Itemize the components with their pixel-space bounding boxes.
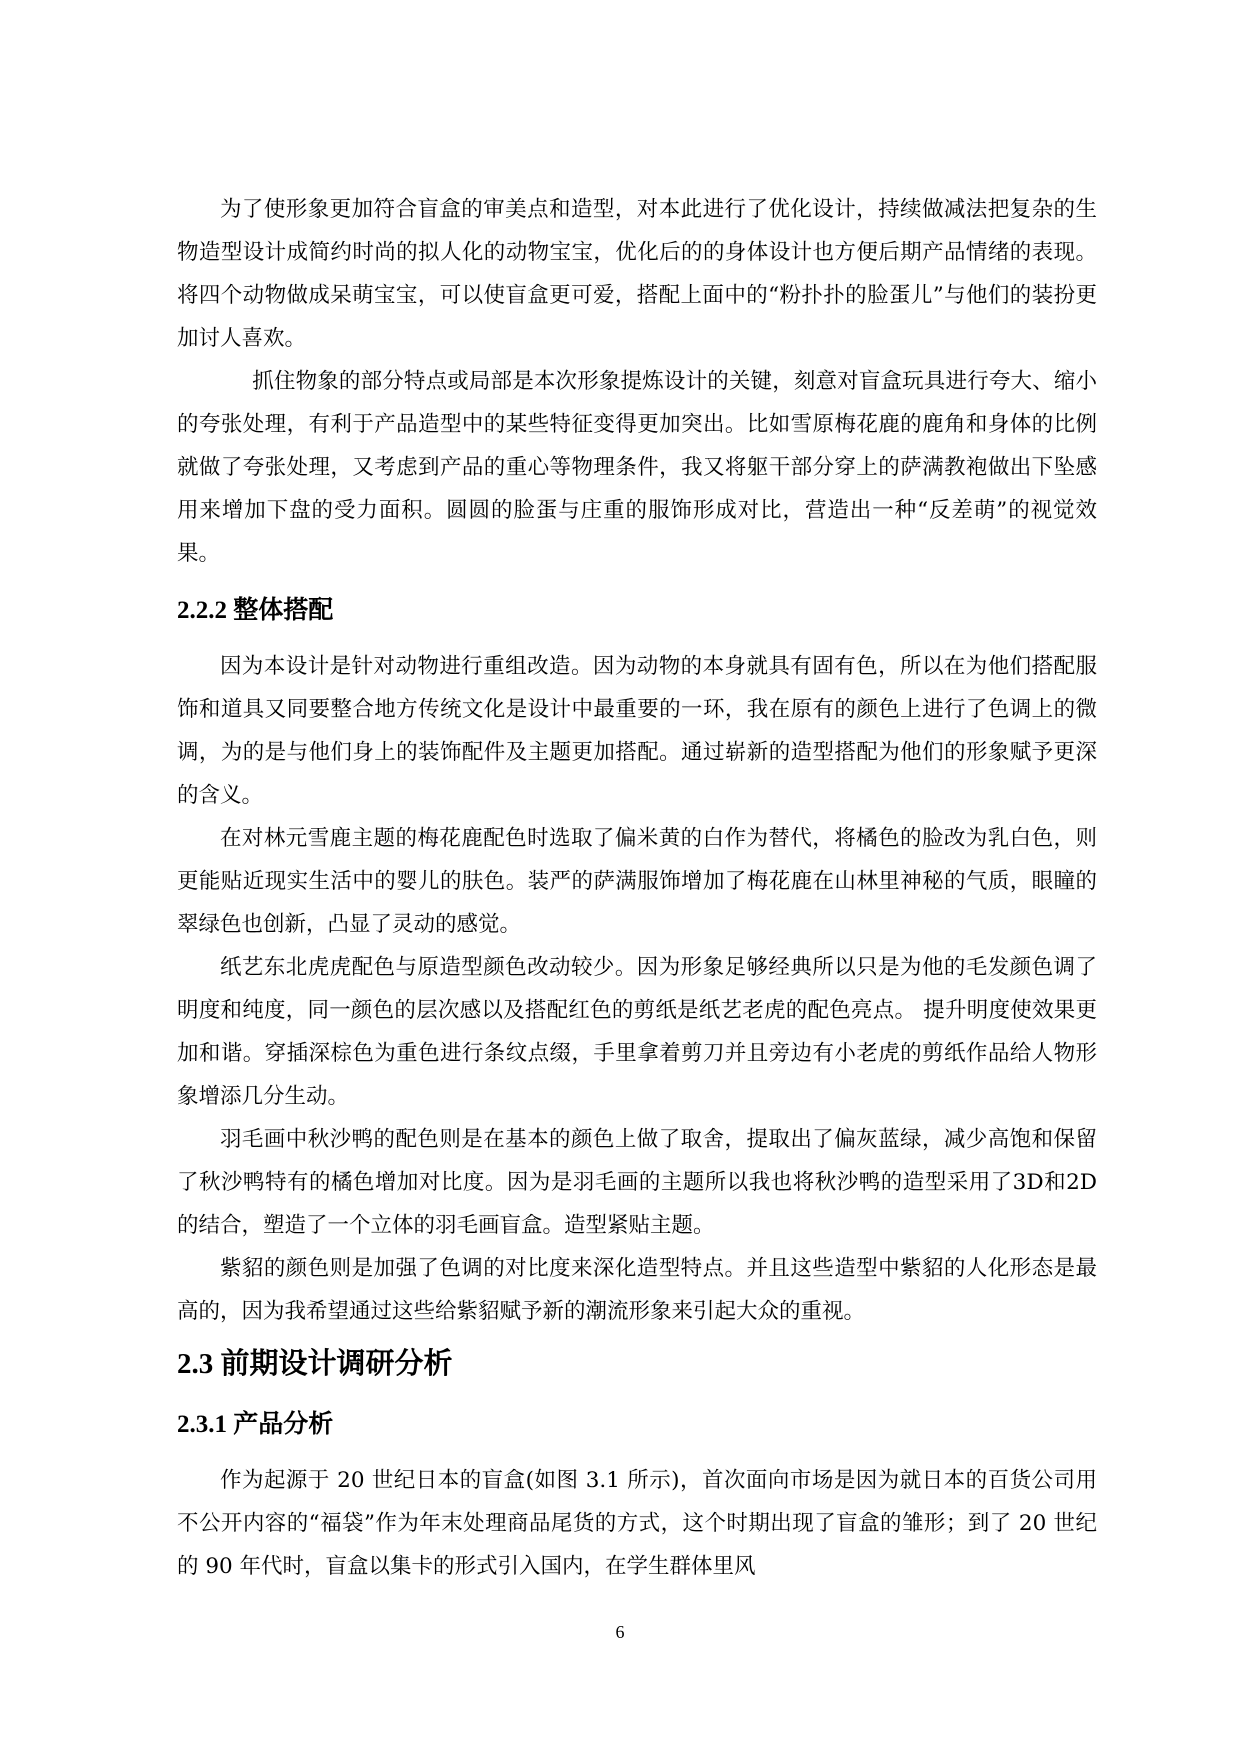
paragraph-tiger-color: 纸艺东北虎虎配色与原造型颜色改动较少。因为形象足够经典所以只是为他的毛发颜色调了明度和纯度，同一颜色的层次感以及搭配红色的剪纸是纸艺老虎的配色亮点。 提升明度使效果更加和谐。穿插深棕色为重色进行条纹点缀，手里拿着剪刀并且旁边有小老虎的剪纸作品给人物形象增添几分生动。 [177,955,1097,1109]
paragraph-exaggeration: 抓住物象的部分特点或局部是本次形象提炼设计的关键，刻意对盲盒玩具进行夸大、缩小的夸张处理，有利于产品造型中的某些特征变得更加突出。比如雪原梅花鹿的鹿角和身体的比例就做了夸张处理，又考虑到产品的重心等物理条件，我又将躯干部分穿上的萨满教袍做出下坠感用来增加下盘的受力面积。圆圆的脸蛋与庄重的服饰形成对比，营造出一种“反差萌”的视觉效果。 [177,369,1097,566]
paragraph-product-analysis: 作为起源于 20 世纪日本的盲盒(如图 3.1 所示)，首次面向市场是因为就日本的百货公司用不公开内容的“福袋”作为年末处理商品尾货的方式，这个时期出现了盲盒的雏形；到了 20 世纪的 90 年代时，盲盒以集卡的形式引入国内，在学生群体里风 [177,1468,1097,1579]
heading-2-3-1: 2.3.1 产品分析 [177,1411,334,1438]
heading-2-3: 2.3 前期设计调研分析 [177,1348,453,1380]
paragraph-color-intro: 因为本设计是针对动物进行重组改造。因为动物的本身就具有固有色，所以在为他们搭配服饰和道具又同要整合地方传统文化是设计中最重要的一环，我在原有的颜色上进行了色调上的微调，为的是与他们身上的装饰配件及主题更加搭配。通过崭新的造型搭配为他们的形象赋予更深的含义。 [177,654,1097,808]
paragraph-duck-color: 羽毛画中秋沙鸭的配色则是在基本的颜色上做了取舍，提取出了偏灰蓝绿，减少高饱和保留了秋沙鸭特有的橘色增加对比度。因为是羽毛画的主题所以我也将秋沙鸭的造型采用了3D和2D的结合，塑造了一个立体的羽毛画盲盒。造型紧贴主题。 [177,1127,1097,1238]
paragraph-deer-color: 在对林元雪鹿主题的梅花鹿配色时选取了偏米黄的白作为替代，将橘色的脸改为乳白色，则更能贴近现实生活中的婴儿的肤色。装严的萨满服饰增加了梅花鹿在山林里神秘的气质，眼瞳的翠绿色也创新，凸显了灵动的感觉。 [177,826,1097,937]
heading-2-2-2: 2.2.2 整体搭配 [177,597,334,624]
document-body [177,188,1097,1588]
paragraph-optimization: 为了使形象更加符合盲盒的审美点和造型，对本此进行了优化设计，持续做减法把复杂的生物造型设计成简约时尚的拟人化的动物宝宝，优化后的的身体设计也方便后期产品情绪的表现。将四个动物做成呆萌宝宝，可以使盲盒更可爱，搭配上面中的“粉扑扑的脸蛋儿”与他们的装扮更加讨人喜欢。 [177,197,1097,351]
page-number: 6 [615,1622,625,1642]
paragraph-sable-color: 紫貂的颜色则是加强了色调的对比度来深化造型特点。并且这些造型中紫貂的人化形态是最高的，因为我希望通过这些给紫貂赋予新的潮流形象来引起大众的重视。 [177,1256,1097,1324]
